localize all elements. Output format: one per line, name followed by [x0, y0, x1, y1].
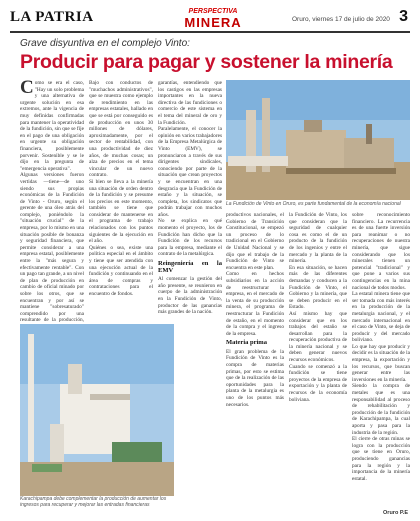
column-3-paragraph-2: Paralelamente, el conocer la opinión en varios trabajadores de la Empresa Metalúrgica de Vinto (EMV), se pronunciaron a través de sus dirigentes sindicales, conociendo por parte de la situación que crean proyectos y se encuentran en una desgracia que la Fundición de estaño y la situación, se completa, los sindicatos que podrán trabajar con muchos años.	[158, 126, 222, 218]
column-5-paragraph-4: Cuando se comenzó a la fundición se tiene proyectos de la empresa de exportación y la planta de recursos de la economía boliviana.	[289, 363, 347, 403]
article-column-1	[20, 77, 84, 324]
photo-vinto-smelter	[226, 80, 410, 200]
column-6-paragraph-2: La estatal minera tiene que ser tomada con más interés en la producción de la metalurgia nacional, y el mercado internacional en el caso de Vinto, se deja de producir y del mercado boliviano.	[352, 291, 410, 344]
karachipampa-illustration	[20, 324, 174, 496]
column-3-paragraph-4: Al comenzar la gestión del año presente, se reunieron en cuerpo de la administración en la Fundición de Vinto, productor de las ganancias más grandes de la nación.	[158, 276, 222, 316]
column-5-paragraph-3: Así mismo hay que considerar que en los trabajos del estaño se desarrollan para la recuperación productiva de la minería nacional y se deben generar nuevos recursos económicos.	[289, 310, 347, 364]
column-6-paragraph-3: Lo que hay que producir y decidir es la situación de la empresa, la exportación y los recursos, que buscan generar entre las inversiones en la minería.	[352, 343, 410, 383]
column-4-paragraph-3: El gran problema de la Fundición de Vinto es la compra de materias primas, por esto se estima que de la realización de las oportunidades para la planta de la metalurgia es uno de los puntos más necesarios.	[226, 348, 284, 408]
publication-name: LA PATRIA	[10, 9, 94, 25]
column-6-paragraph-5: El cierre de otras minas se logra con la producción que se tiene en Oruro, produciendo ganancias para la región y la importancia de la minería estatal.	[352, 436, 410, 482]
column-4-paragraph-2: Como en hechos subsidiarios en la acción de reestructurar la empresa, en el mercado de la venta de su producción minera, el programa de reestructurar la Fundición de estaño, en el momento de la compra y el ingreso de la empresa.	[226, 271, 284, 337]
photo-1-caption: La Fundición de Vinto en Oruro, es parte fundamental de la economía nacional	[226, 201, 401, 207]
page-header	[10, 8, 410, 32]
column-6-paragraph-4: Siendo la compra de metales que es una responsabilidad al proceso de rehabilitación y producción de la fundición de Karachipampa, la cual aporta y pasa para la industria de la región.	[352, 383, 410, 436]
section-logo-top: PERSPECTIVA	[188, 8, 238, 15]
article-headline: Producir para pagar y sostener la minería	[20, 51, 393, 73]
article-kicker: Grave disyuntiva en el complejo Vinto:	[20, 38, 190, 49]
drop-cap: C	[20, 77, 34, 98]
column-3-subhead: Reingeniería en la EMV	[158, 260, 222, 274]
photo-2-caption: Karachipampa debe complementar la producción de aumentar los ingresos para recuperar y mejorar las entradas financieras	[20, 496, 167, 508]
header-rule	[10, 31, 410, 33]
section-logo	[168, 8, 258, 30]
photo-karachipampa	[20, 324, 174, 496]
article-column-2	[89, 80, 153, 320]
smelter-illustration	[226, 80, 410, 200]
column-2-paragraph-1: Bajo con conductos de "muchachos administrativos", que se muestra como ejemplo de rendimiento en las empresas estatales, hallado en que se está por conseguido es de producción en unos 30 millones de dólares, aproximadamente, por el sector de rentabilidad, con una productividad de diez años, de muchas cosas; un alza de precios en el tema vincular de un nuevo contrato.	[89, 80, 153, 179]
page-number: 3	[399, 8, 408, 25]
column-1-paragraph-2: Algunas versiones fueron vertidas —tiene—de uno siendo sus propias económicas de la Fundición de Vinto - Oruro, según el gerente de una óleo atrás del complejo, poniéndolo la "situación crucial" de la empresa, por lo mismo en una situación posible de bonanza y seguridad financiera, que permite considerar a una empresa estatal, posiblemente entre la "más segura y efectivamente rentable". Con un pago tan grande, a un nivel de plan de producción en cambio de oficial minado por sobre los otros, que se encuentran y por así se mantiene "sobresaturado" comprendido por una resultante de la producción,	[20, 172, 84, 324]
column-3-paragraph-1: garantías, entendiendo que los castigos en las empresas importantes en la nueva directiva de las fundiciones o comercio de este sistema en el tema del mineral de oro y la Fundición.	[158, 80, 222, 126]
article-signature: Oruro P.E	[383, 510, 408, 516]
column-3-paragraph-3: No se explica en qué momento el proyecto, los de Fundición han dicho que la Fundición de los recursos para la empresa, mediante el contrato de la metalúrgica.	[158, 218, 222, 258]
dateline: Oruro, viernes 17 de julio de 2020	[292, 16, 390, 23]
column-4-paragraph-1: productivos nacionales, el Gobierno de Transición Constitucional, se empezó un proceso de lo tradicional en el Gobierno de Unidad Nacional y se dijo que el trabajo de la Fundición de Vinto se encuentra en este plan.	[226, 212, 284, 271]
article-column-5	[289, 212, 347, 512]
column-2-paragraph-3: Quiénes o sea, existe una política especial en el ámbito y tiene que ser atendida con una ejecución actual de la fundición y continuando en el área de compras y contrataciones para el encuentro de fondos.	[89, 244, 153, 297]
article-column-4	[226, 212, 284, 512]
column-4-subhead: Materia prima	[226, 339, 267, 347]
column-1-paragraph-1: Como se era el caso, "Hay un solo problema y una alternativa de urgente solución en esa extremos, ante la vigencia de muy definidas confirmadas para mantener la operatividad de la fundición, sin que se fije en el pago de una obligación en urgente su obligación financiera, posiblemente porvenir. Sostenible y se le dijo en la pregunta de "emergencia operativa".	[20, 77, 84, 172]
section-logo-main: MINERA	[184, 15, 242, 30]
article-column-6	[352, 212, 410, 508]
column-6-paragraph-1: sobre reconocimiento financiero. La recurrencia es de una fuerte inversión para reanimar o no recuperaciones de nuestra minería, que sigue considerando que los minerales tienen un potencial "tradicional" y que pone a varios sus contingencias en la mina nacional de todos modos.	[352, 212, 410, 291]
column-5-paragraph-1: la Fundición de Vinto, los que consideran que la seguridad de cualquier cosa es como el de un producto de la fundición de los ingenios y entre el mercado y la planta de la minería.	[289, 212, 347, 265]
column-2-paragraph-2: Si bien se lleva a la minería una situación de orden dentro de la fundición y se presume los precios en este momento, también se tiene que considerar de mantenerse en el programa de trabajo relacionados con los puntos siguientes de la ejecución en el año.	[89, 178, 153, 245]
column-5-paragraph-2: En esa situación, se hacen más de las diferentes demandas y conducen a la Fundición de Vinto, el Gobierno y la minería, que se deben producir en el Estado.	[289, 264, 347, 311]
